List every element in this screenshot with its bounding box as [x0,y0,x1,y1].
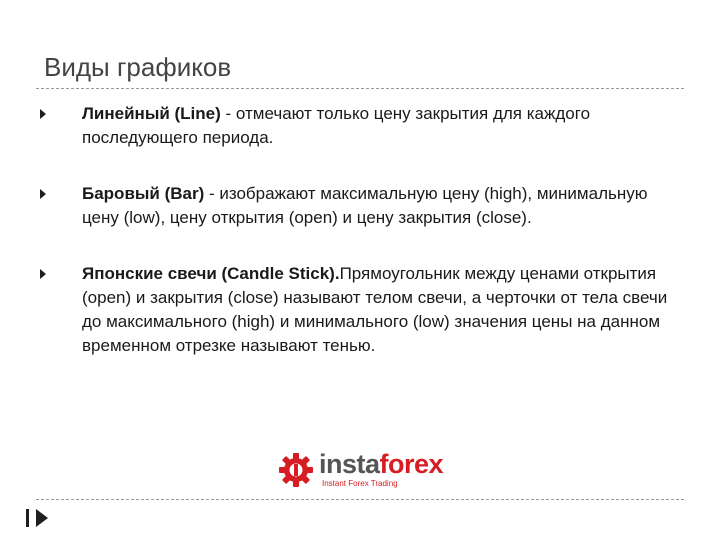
triangle-bullet-icon [40,269,46,279]
triangle-bullet-icon [40,189,46,199]
logo-tagline: Instant Forex Trading [322,479,398,488]
next-slide-arrow-icon[interactable] [24,506,56,530]
instaforex-logo [278,450,448,490]
bullet-item-bar [40,182,680,230]
triangle-bullet-icon [40,109,46,119]
logo-name-forex: forex [379,449,444,479]
title-divider [36,88,684,89]
bullet-text: Прямоугольник между ценами открытия (open) и закрытия (close) называют телом свечи, а черточки от тела свечи до максимального (high) и минимального (low) значения цены на данном временном отрезке называют тенью. [82,264,668,355]
logo-name-insta: insta [319,449,380,479]
logo-wordmark [319,449,443,479]
footer-divider [36,499,684,500]
bullet-item-candle [40,262,680,358]
slide-title: Виды графиков [44,52,232,82]
bullet-item-line [40,102,680,150]
bullet-text: - отмечают только цену закрытия для каждого последующего периода. [82,104,591,147]
bullet-term: Японские свечи (Candle Stick). [82,264,340,283]
bullet-term: Баровый (Bar) [82,184,205,203]
bullet-list [40,102,680,358]
gear-logo-icon [278,452,314,488]
bullet-term: Линейный (Line) [82,104,221,123]
bullet-text: - изображают максимальную цену (high), минимальную цену (low), цену открытия (open) и цену закрытия (close). [82,184,648,227]
